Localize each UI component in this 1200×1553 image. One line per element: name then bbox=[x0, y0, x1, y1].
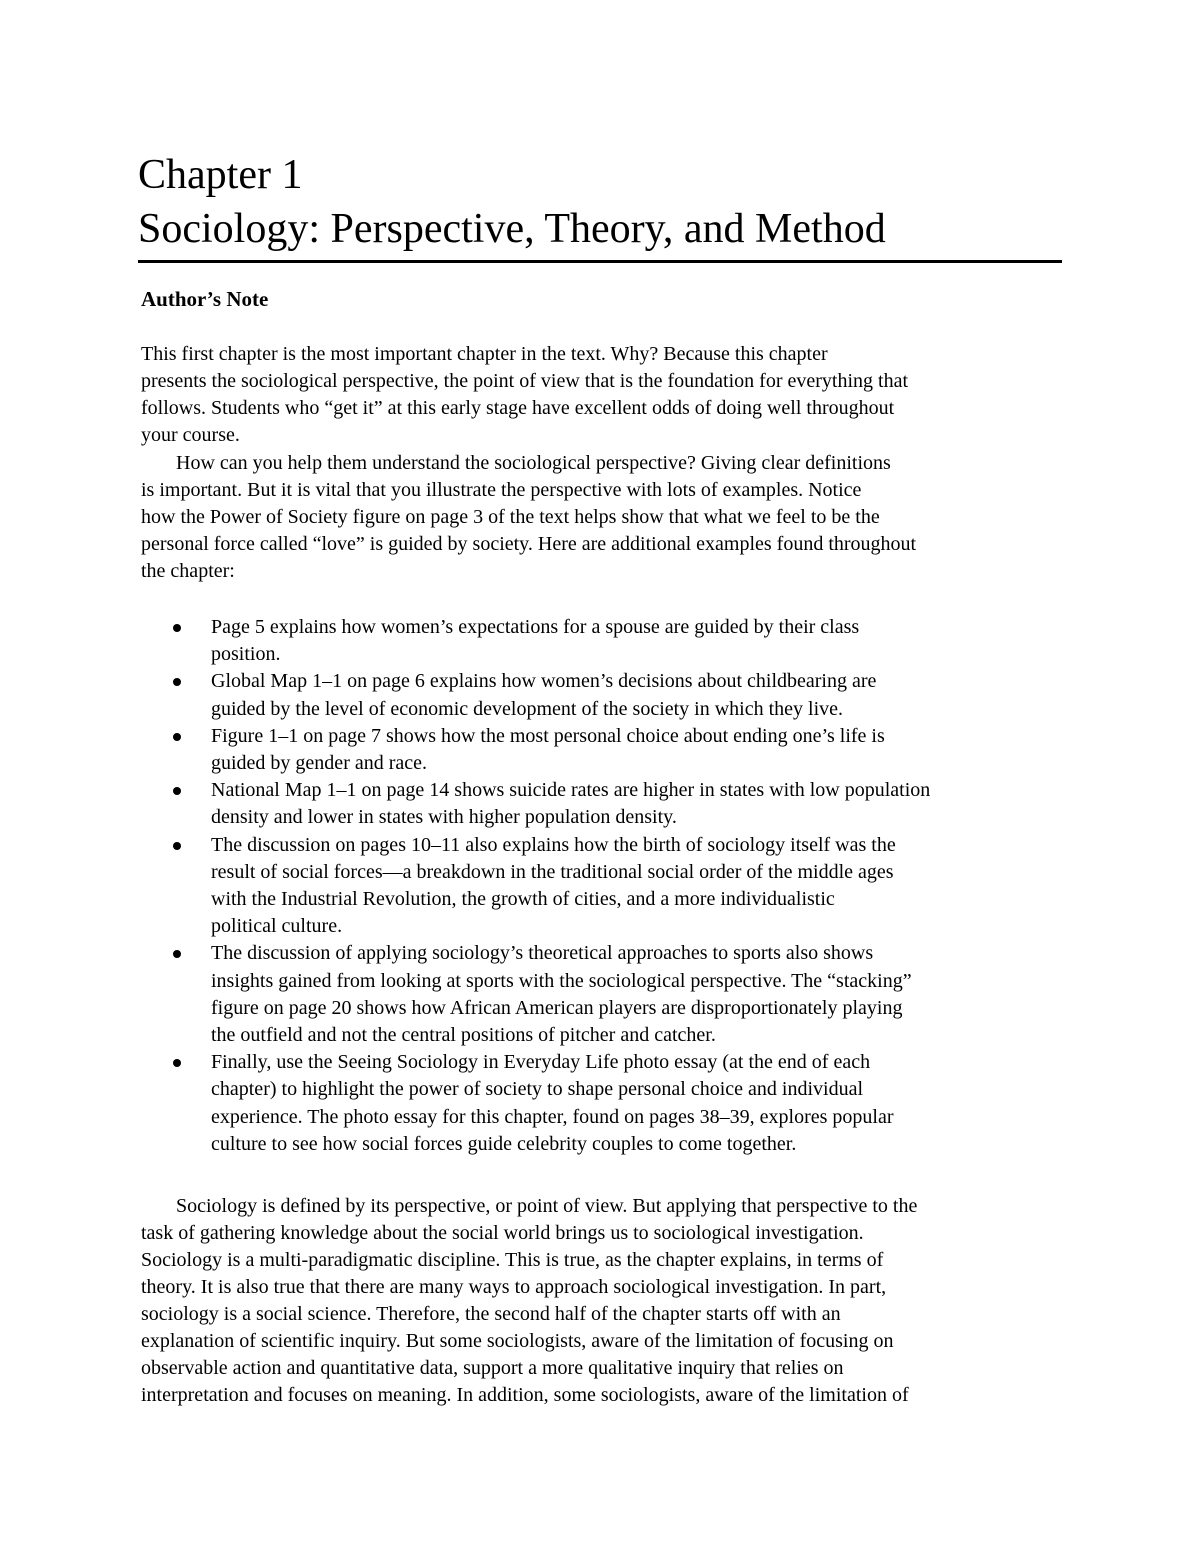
chapter-title: Sociology: Perspective, Theory, and Method bbox=[138, 206, 886, 252]
chapter-header bbox=[138, 148, 1062, 263]
paragraph-line: the chapter: bbox=[141, 560, 235, 582]
paragraph-line: interpretation and focuses on meaning. In addition, some sociologists, aware of the limitation of bbox=[141, 1384, 909, 1406]
paragraph-line: Sociology is a multi-paradigmatic discipline. This is true, as the chapter explains, in terms of bbox=[141, 1249, 884, 1271]
bullet-item bbox=[141, 723, 1071, 777]
examples-bullet-list bbox=[141, 614, 1071, 1158]
bullet-line: position. bbox=[211, 643, 281, 666]
paragraph-line: follows. Students who “get it” at this early stage have excellent odds of doing well throughout bbox=[141, 397, 895, 419]
bullet-line: The discussion on pages 10–11 also explains how the birth of sociology itself was the bbox=[211, 833, 896, 856]
paragraph-line: explanation of scientific inquiry. But some sociologists, aware of the limitation of focusing on bbox=[141, 1330, 894, 1352]
bullet-icon bbox=[173, 733, 181, 741]
chapter-number: Chapter 1 bbox=[138, 152, 303, 198]
paragraph-investigation bbox=[141, 1193, 1071, 1409]
bullet-line: culture to see how social forces guide celebrity couples to come together. bbox=[211, 1132, 797, 1155]
bullet-item bbox=[141, 777, 1071, 831]
bullet-line: Global Map 1–1 on page 6 explains how women’s decisions about childbearing are bbox=[211, 670, 877, 693]
bullet-icon bbox=[173, 624, 181, 632]
paragraph-line: is important. But it is vital that you illustrate the perspective with lots of examples. Notice bbox=[141, 479, 862, 501]
bullet-icon bbox=[173, 842, 181, 850]
bullet-line: Figure 1–1 on page 7 shows how the most personal choice about ending one’s life is bbox=[211, 724, 885, 747]
bullet-line: political culture. bbox=[211, 915, 343, 938]
bullet-item bbox=[141, 614, 1071, 668]
bullet-line: guided by the level of economic development of the society in which they live. bbox=[211, 697, 844, 720]
bullet-line: with the Industrial Revolution, the growth of cities, and a more individualistic bbox=[211, 888, 835, 911]
paragraph-line: presents the sociological perspective, the point of view that is the foundation for everything that bbox=[141, 370, 909, 392]
bullet-line: result of social forces—a breakdown in the traditional social order of the middle ages bbox=[211, 860, 894, 883]
paragraph-line: This first chapter is the most important chapter in the text. Why? Because this chapter bbox=[141, 343, 828, 365]
paragraph-examples bbox=[141, 450, 1071, 585]
bullet-line: insights gained from looking at sports with the sociological perspective. The “stacking” bbox=[211, 969, 912, 992]
bullet-icon bbox=[173, 678, 181, 686]
paragraph-intro bbox=[141, 341, 1071, 449]
bullet-item bbox=[141, 832, 1071, 941]
paragraph-line: your course. bbox=[141, 424, 240, 446]
bullet-line: Finally, use the Seeing Sociology in Everyday Life photo essay (at the end of each bbox=[211, 1051, 871, 1074]
paragraph-line: observable action and quantitative data, support a more qualitative inquiry that relies on bbox=[141, 1357, 844, 1379]
paragraph-line: Sociology is defined by its perspective, or point of view. But applying that perspective to the bbox=[176, 1195, 918, 1217]
bullet-line: Page 5 explains how women’s expectations for a spouse are guided by their class bbox=[211, 616, 860, 638]
bullet-line: experience. The photo essay for this chapter, found on pages 38–39, explores popular bbox=[211, 1105, 894, 1128]
bullet-line: the outfield and not the central positions of pitcher and catcher. bbox=[211, 1024, 716, 1047]
paragraph-line: task of gathering knowledge about the social world brings us to sociological investigation. bbox=[141, 1222, 864, 1244]
bullet-line: density and lower in states with higher population density. bbox=[211, 806, 677, 829]
bullet-line: National Map 1–1 on page 14 shows suicide rates are higher in states with low population bbox=[211, 779, 931, 802]
paragraph-line: How can you help them understand the sociological perspective? Giving clear definitions bbox=[176, 452, 891, 474]
bullet-item bbox=[141, 1049, 1071, 1158]
bullet-item bbox=[141, 940, 1071, 1049]
section-heading-authors-note: Author’s Note bbox=[141, 287, 269, 311]
bullet-line: figure on page 20 shows how African American players are disproportionately playing bbox=[211, 996, 903, 1019]
bullet-icon bbox=[173, 950, 181, 958]
bullet-line: The discussion of applying sociology’s theoretical approaches to sports also shows bbox=[211, 942, 874, 965]
bullet-line: guided by gender and race. bbox=[211, 752, 428, 775]
paragraph-line: sociology is a social science. Therefore, the second half of the chapter starts off with an bbox=[141, 1303, 841, 1325]
bullet-icon bbox=[173, 787, 181, 795]
paragraph-line: how the Power of Society figure on page 3 of the text helps show that what we feel to be the bbox=[141, 506, 880, 528]
bullet-item bbox=[141, 668, 1071, 722]
bullet-icon bbox=[173, 1059, 181, 1067]
bullet-line: chapter) to highlight the power of society to shape personal choice and individual bbox=[211, 1078, 864, 1101]
paragraph-line: theory. It is also true that there are many ways to approach sociological investigation. In part, bbox=[141, 1276, 887, 1298]
paragraph-line: personal force called “love” is guided by society. Here are additional examples found throughout bbox=[141, 533, 917, 555]
